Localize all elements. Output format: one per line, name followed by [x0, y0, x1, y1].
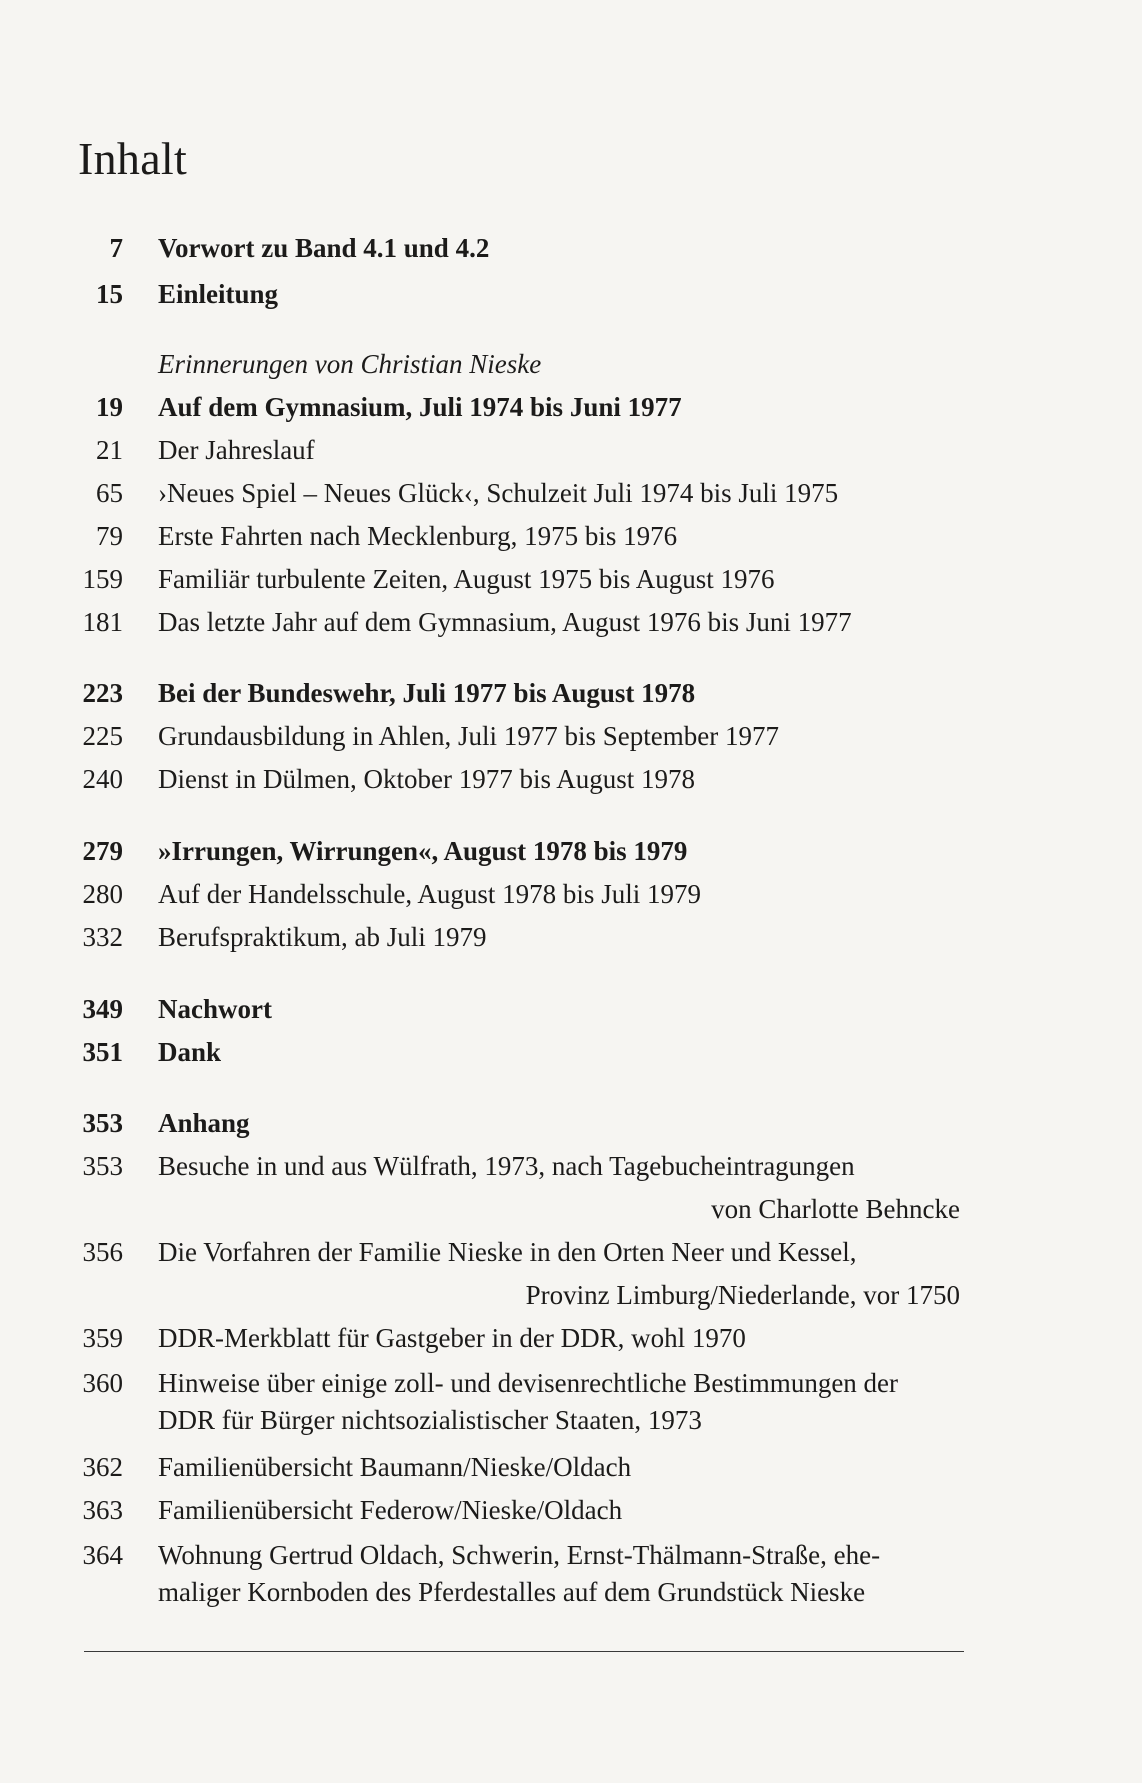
entry-title-continuation: maliger Kornboden des Pferdestalles auf dem Grundstück Nieske — [158, 1577, 866, 1607]
entry-title: DDR-Merkblatt für Gastgeber in der DDR, wohl 1970 — [158, 1323, 746, 1353]
page-number: 159 — [82, 564, 123, 594]
entry-title: Einleitung — [158, 279, 279, 309]
page-number: 353 — [82, 1151, 123, 1181]
entry-title: Das letzte Jahr auf dem Gymnasium, August 1976 bis Juni 1977 — [158, 607, 852, 637]
entry-title-continuation: von Charlotte Behncke — [711, 1194, 960, 1224]
page-number: 364 — [82, 1540, 123, 1570]
entry-title: Familienübersicht Federow/Nieske/Oldach — [158, 1495, 623, 1525]
page-number: 225 — [82, 721, 123, 751]
page-number: 351 — [82, 1037, 123, 1067]
entry-title: Dienst in Dülmen, Oktober 1977 bis August 1978 — [158, 764, 695, 794]
entry-title: Familienübersicht Baumann/Nieske/Oldach — [158, 1452, 632, 1482]
entry-title: Dank — [158, 1037, 222, 1067]
page-number: 19 — [96, 392, 123, 422]
entry-title: Familiär turbulente Zeiten, August 1975 bis August 1976 — [158, 564, 775, 594]
page-title: Inhalt — [78, 133, 188, 184]
page-number: 359 — [82, 1323, 123, 1353]
page-number: 356 — [82, 1237, 123, 1267]
entry-title: ›Neues Spiel – Neues Glück‹, Schulzeit Juli 1974 bis Juli 1975 — [158, 478, 839, 508]
entry-title: Der Jahreslauf — [158, 435, 315, 465]
section-heading-text: Erinnerungen von Christian Nieske — [158, 349, 542, 379]
entry-title: Wohnung Gertrud Oldach, Schwerin, Ernst-Thälmann-Straße, ehe- — [158, 1540, 881, 1570]
entry-title: Die Vorfahren der Familie Nieske in den Orten Neer und Kessel, — [158, 1237, 857, 1267]
entry-title: Anhang — [158, 1108, 250, 1138]
entry-title: Vorwort zu Band 4.1 und 4.2 — [158, 233, 490, 263]
page-number: 15 — [96, 279, 123, 309]
page-number: 353 — [82, 1108, 123, 1138]
entry-title: Auf der Handelsschule, August 1978 bis Juli 1979 — [158, 879, 701, 909]
entry-title: Grundausbildung in Ahlen, Juli 1977 bis September 1977 — [158, 721, 779, 751]
entry-title: Besuche in und aus Wülfrath, 1973, nach Tagebucheintragungen — [158, 1151, 855, 1181]
page-number: 363 — [82, 1495, 123, 1525]
footer-rule — [84, 1651, 964, 1652]
entry-title: Berufspraktikum, ab Juli 1979 — [158, 922, 487, 952]
page-number: 279 — [82, 836, 123, 866]
page-number: 362 — [82, 1452, 123, 1482]
entry-title: Bei der Bundeswehr, Juli 1977 bis August 1978 — [158, 678, 696, 708]
entry-title-continuation: Provinz Limburg/Niederlande, vor 1750 — [525, 1280, 960, 1310]
page-number: 65 — [96, 478, 123, 508]
page-number: 332 — [82, 922, 123, 952]
page-number: 240 — [82, 764, 123, 794]
entry-title: Auf dem Gymnasium, Juli 1974 bis Juni 1977 — [158, 392, 682, 422]
entry-title: »Irrungen, Wirrungen«, August 1978 bis 1979 — [158, 836, 688, 866]
page-number: 21 — [96, 435, 123, 465]
page-number: 349 — [82, 994, 123, 1024]
page-number: 280 — [82, 879, 123, 909]
page-number: 79 — [96, 521, 123, 551]
page-number: 181 — [82, 607, 123, 637]
entry-title: Hinweise über einige zoll- und devisenrechtliche Bestimmungen der — [158, 1368, 899, 1398]
entry-title: Nachwort — [158, 994, 272, 1024]
entry-title-continuation: DDR für Bürger nichtsozialistischer Staaten, 1973 — [158, 1405, 702, 1435]
page-number: 7 — [109, 233, 123, 263]
page-number: 223 — [82, 678, 123, 708]
page-number: 360 — [82, 1368, 123, 1398]
entry-title: Erste Fahrten nach Mecklenburg, 1975 bis 1976 — [158, 521, 678, 551]
